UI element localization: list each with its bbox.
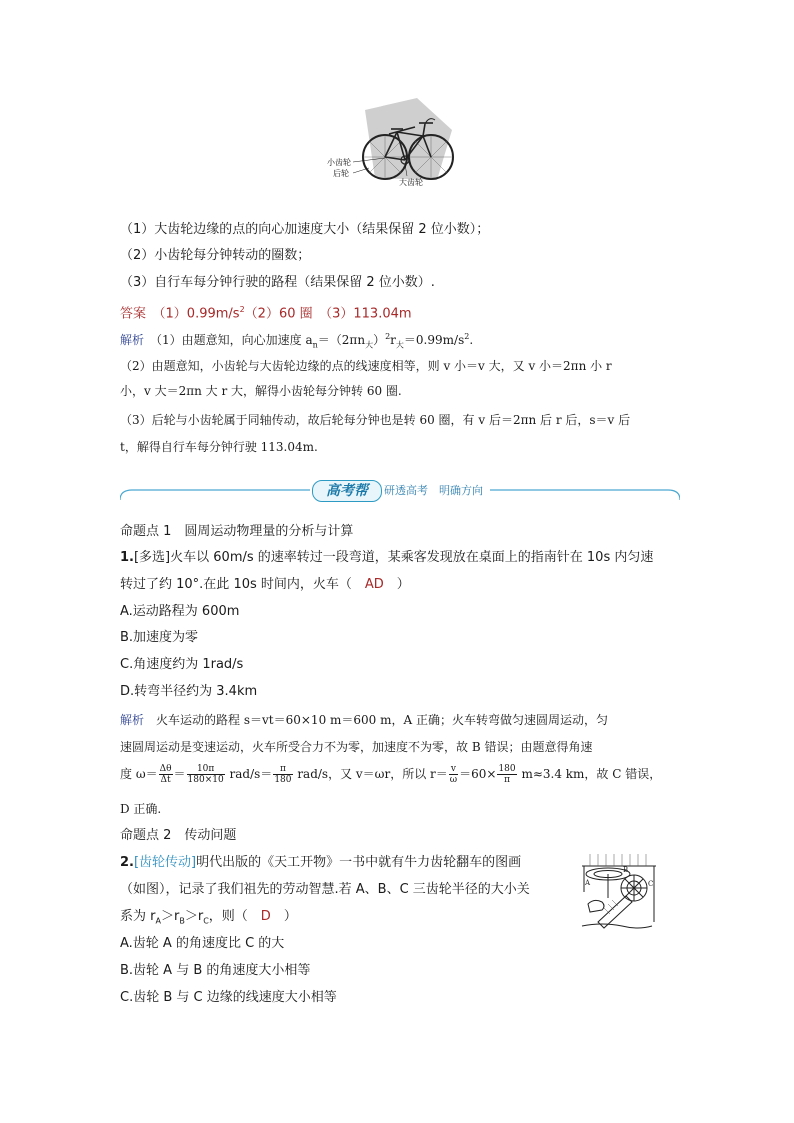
q1-ana3d: rad/s，又 v＝ωr，所以 r＝	[293, 767, 448, 781]
section-2-question-line-3	[120, 907, 297, 932]
banner-subtitle: 研透高考 明确方向	[384, 484, 483, 497]
frac-10pi	[187, 764, 225, 785]
label-big-gear: 大齿轮	[399, 178, 423, 187]
frac4-num: v	[449, 764, 458, 775]
analysis-line-2: （2）由题意知，小齿轮与大齿轮边缘的点的线速度相等，则 v 小＝v 大，又 v 小＝2πn 小 r	[120, 359, 612, 373]
q2-sub-c: C	[203, 916, 209, 926]
label-rear-wheel: 后轮	[333, 169, 349, 178]
q1-ana3c: rad/s＝	[225, 767, 273, 781]
q1-option-c: C.角速度约为 1rad/s	[120, 657, 244, 672]
q1-tag: [多选]	[133, 550, 171, 565]
q1-ana3f: m≈3.4 km，故 C 错误，	[517, 767, 662, 781]
section-2-question-line-1	[120, 853, 521, 873]
q1-analysis-1: 火车运动的路程 s＝vt＝60×10 m＝600 m，A 正确；火车转弯做匀速圆周运动，匀	[156, 713, 608, 727]
q2-number: 2.	[120, 855, 134, 870]
q1-text-2: 转过了约 10°.在此 10s 时间内，火车（	[120, 577, 365, 592]
section-2-heading: 命题点 2 传动问题	[120, 828, 237, 843]
analysis-l1b: ＝（2πn	[317, 333, 366, 347]
label-small-gear: 小齿轮	[327, 158, 351, 167]
svg-text:A: A	[585, 879, 591, 887]
water-wheel-figure	[578, 852, 660, 932]
q1-ana3e: ＝60×	[459, 767, 497, 781]
q1-option-b: B.加速度为零	[120, 630, 199, 645]
section-1-heading: 命题点 1 圆周运动物理量的分析与计算	[120, 524, 354, 539]
analysis-l1-sub-big2: 大	[395, 340, 404, 350]
answer-sup: 2	[239, 305, 245, 314]
question-2: （2）小齿轮每分钟转动的圈数；	[120, 248, 311, 263]
q1-analysis-line-3	[120, 764, 661, 785]
frac-pi-180	[273, 764, 292, 785]
answer-part2: （2）60 圈 （3）113.04m	[244, 306, 412, 322]
q2-sub-a: A	[155, 916, 161, 926]
svg-text:C: C	[648, 880, 654, 888]
q2-text-1: 明代出版的《天工开物》一书中就有牛力齿轮翻车的图画	[196, 855, 522, 870]
q1-ana3b: ＝	[173, 767, 186, 781]
q2-option-b: B.齿轮 A 与 B 的角速度大小相等	[120, 963, 311, 978]
frac2-den: 180×10	[187, 775, 224, 785]
section-1-question-line-1	[120, 548, 653, 568]
analysis-l1-sub-big: 大	[365, 340, 374, 350]
q2-tag: [齿轮传动]	[133, 855, 197, 870]
q2-text-3-end: ）	[270, 909, 297, 924]
answer-label: 答案	[120, 306, 147, 322]
frac3-num: π	[273, 764, 292, 775]
frac-180-pi	[497, 764, 516, 785]
analysis-l1-sup: 2	[464, 332, 470, 341]
q2-answer: D	[260, 909, 271, 924]
q2-option-a: A.齿轮 A 的角速度比 C 的大	[120, 936, 285, 951]
q1-option-d: D.转弯半径约为 3.4km	[120, 684, 258, 699]
analysis-l1d: r	[390, 333, 396, 347]
frac-dtheta-dt	[159, 764, 173, 785]
svg-text:B: B	[623, 866, 629, 874]
question-1: （1）大齿轮边缘的点的向心加速度大小（结果保留 2 位小数）；	[120, 222, 490, 237]
answer-line	[120, 300, 412, 324]
analysis-l1-sub-n: n	[312, 340, 318, 350]
q1-text-2-end: ）	[383, 577, 410, 592]
analysis-l1-sup2: 2	[385, 332, 391, 341]
q2-text-3b: ＞r	[160, 909, 180, 924]
q2-text-3c: ＞r	[184, 909, 204, 924]
analysis-l1c: ）	[373, 333, 386, 347]
q2-sub-b: B	[179, 916, 185, 926]
q1-ana3a: 度 ω＝	[120, 767, 158, 781]
q1-analysis-line-2: 速圆周运动是变速运动，火车所受合力不为零，加速度不为零，故 B 错误；由题意得角速	[120, 740, 593, 754]
section-1-question-line-2	[120, 575, 410, 595]
analysis-line-5: t，解得自行车每分钟行驶 113.04m.	[120, 440, 318, 454]
analysis-l1e: ＝0.99m/s	[403, 333, 465, 347]
q1-text-1: 火车以 60m/s 的速率转过一段弯道，某乘客发现放在桌面上的指南针在 10s 内匀速	[170, 550, 654, 565]
q1-option-a: A.运动路程为 600m	[120, 604, 240, 619]
analysis-l1a: （1）由题意知，向心加速度 a	[156, 333, 313, 347]
banner-title: 高考帮	[312, 480, 382, 502]
q1-analysis-line-1	[120, 710, 608, 730]
section-2-question-line-2: （如图），记录了我们祖先的劳动智慧.若 A、B、C 三齿轮半径的大小关	[120, 882, 530, 897]
frac4-den: ω	[449, 775, 458, 785]
analysis-line-1: 解析 （1）由题意知，向心加速度 $a_n=(2\pi n_大)^2r_大=0.99m/s^2$.	[120, 332, 474, 350]
q2-text-3a: 系为 r	[120, 909, 156, 924]
analysis-label: 解析	[120, 333, 145, 347]
frac5-num: 180	[498, 764, 516, 774]
analysis-line-3: 小，v 大＝2πn 大 r 大，解得小齿轮每分钟转 60 圈.	[120, 384, 402, 398]
frac1-den: Δt	[160, 775, 171, 785]
section-banner	[120, 480, 680, 502]
q1-analysis-line-4: D 正确.	[120, 802, 162, 816]
q1-analysis-label: 解析	[120, 713, 145, 727]
frac3-den: 180	[274, 775, 292, 785]
analysis-line-4: （3）后轮与小齿轮属于同轴传动，故后轮每分钟也是转 60 圈，有 v 后＝2πn 后 r 后，s＝v 后	[120, 413, 631, 427]
frac-v-omega	[449, 764, 458, 785]
frac1-num: Δθ	[159, 764, 172, 774]
q1-answer: AD	[364, 577, 384, 592]
question-3: （3）自行车每分钟行驶的路程（结果保留 2 位小数）.	[120, 275, 435, 290]
bicycle-figure	[325, 96, 475, 192]
q2-text-3d: ，则（	[208, 909, 261, 924]
q1-number: 1.	[120, 550, 134, 565]
frac2-num: 10π	[187, 764, 225, 775]
frac5-den: π	[504, 775, 510, 785]
q2-option-c: C.齿轮 B 与 C 边缘的线速度大小相等	[120, 990, 337, 1005]
answer-part1: （1）0.99m/s	[159, 306, 240, 322]
